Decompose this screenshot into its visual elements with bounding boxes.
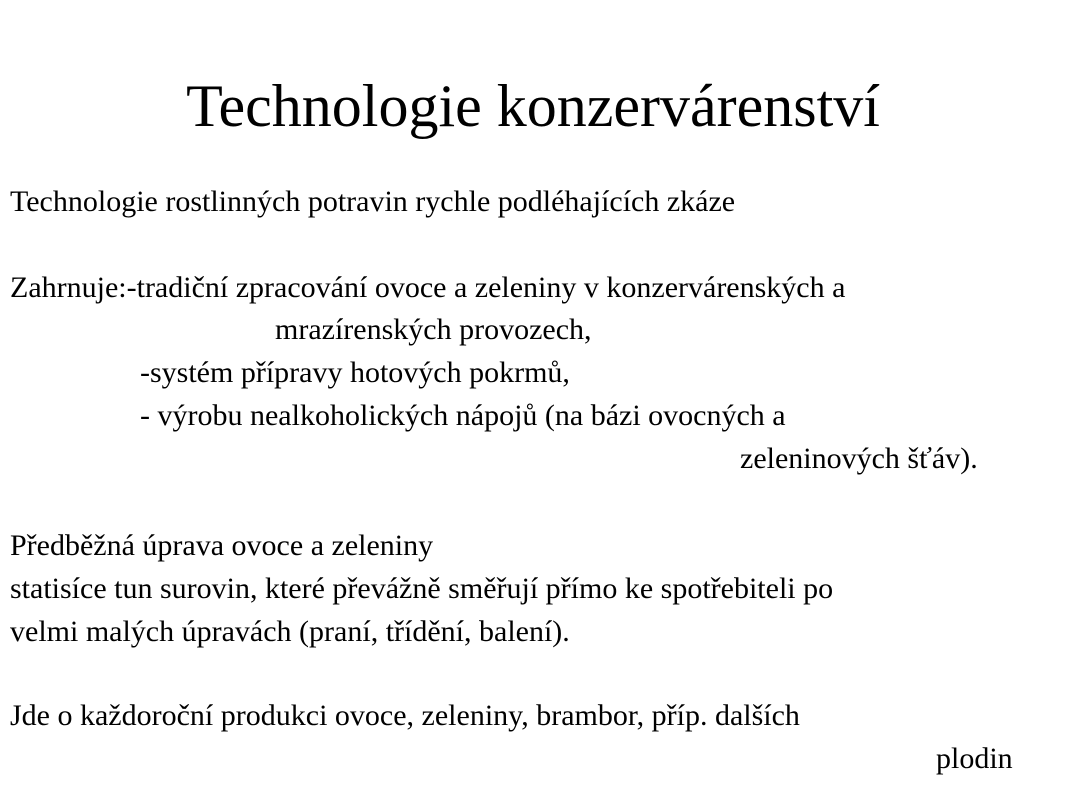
paragraph-line: Jde o každoroční produkci ovoce, zeleniny, brambor, příp. dalších bbox=[10, 699, 800, 732]
slide-title: Technologie konzervárenství bbox=[186, 73, 880, 139]
subtitle-line: Technologie rostlinných potravin rychle podléhajících zkáze bbox=[10, 185, 736, 218]
section-heading: Předběžná úprava ovoce a zeleniny bbox=[10, 529, 434, 562]
paragraph-line: statisíce tun surovin, které převážně směřují přímo ke spotřebiteli po bbox=[10, 572, 834, 605]
includes-continuation: mrazírenských provozech, bbox=[275, 313, 592, 346]
paragraph-continuation: plodin bbox=[936, 742, 1013, 775]
includes-item-meals: -systém přípravy hotových pokrmů, bbox=[140, 356, 570, 389]
includes-item-beverages: - výrobu nealkoholických nápojů (na bázi ovocných a bbox=[140, 399, 786, 432]
beverages-continuation: zeleninových šťáv). bbox=[740, 442, 978, 475]
includes-line: Zahrnuje:-tradiční zpracování ovoce a zeleniny v konzervárenských a bbox=[10, 271, 846, 304]
paragraph-line: velmi malých úpravách (praní, třídění, balení). bbox=[10, 615, 570, 648]
